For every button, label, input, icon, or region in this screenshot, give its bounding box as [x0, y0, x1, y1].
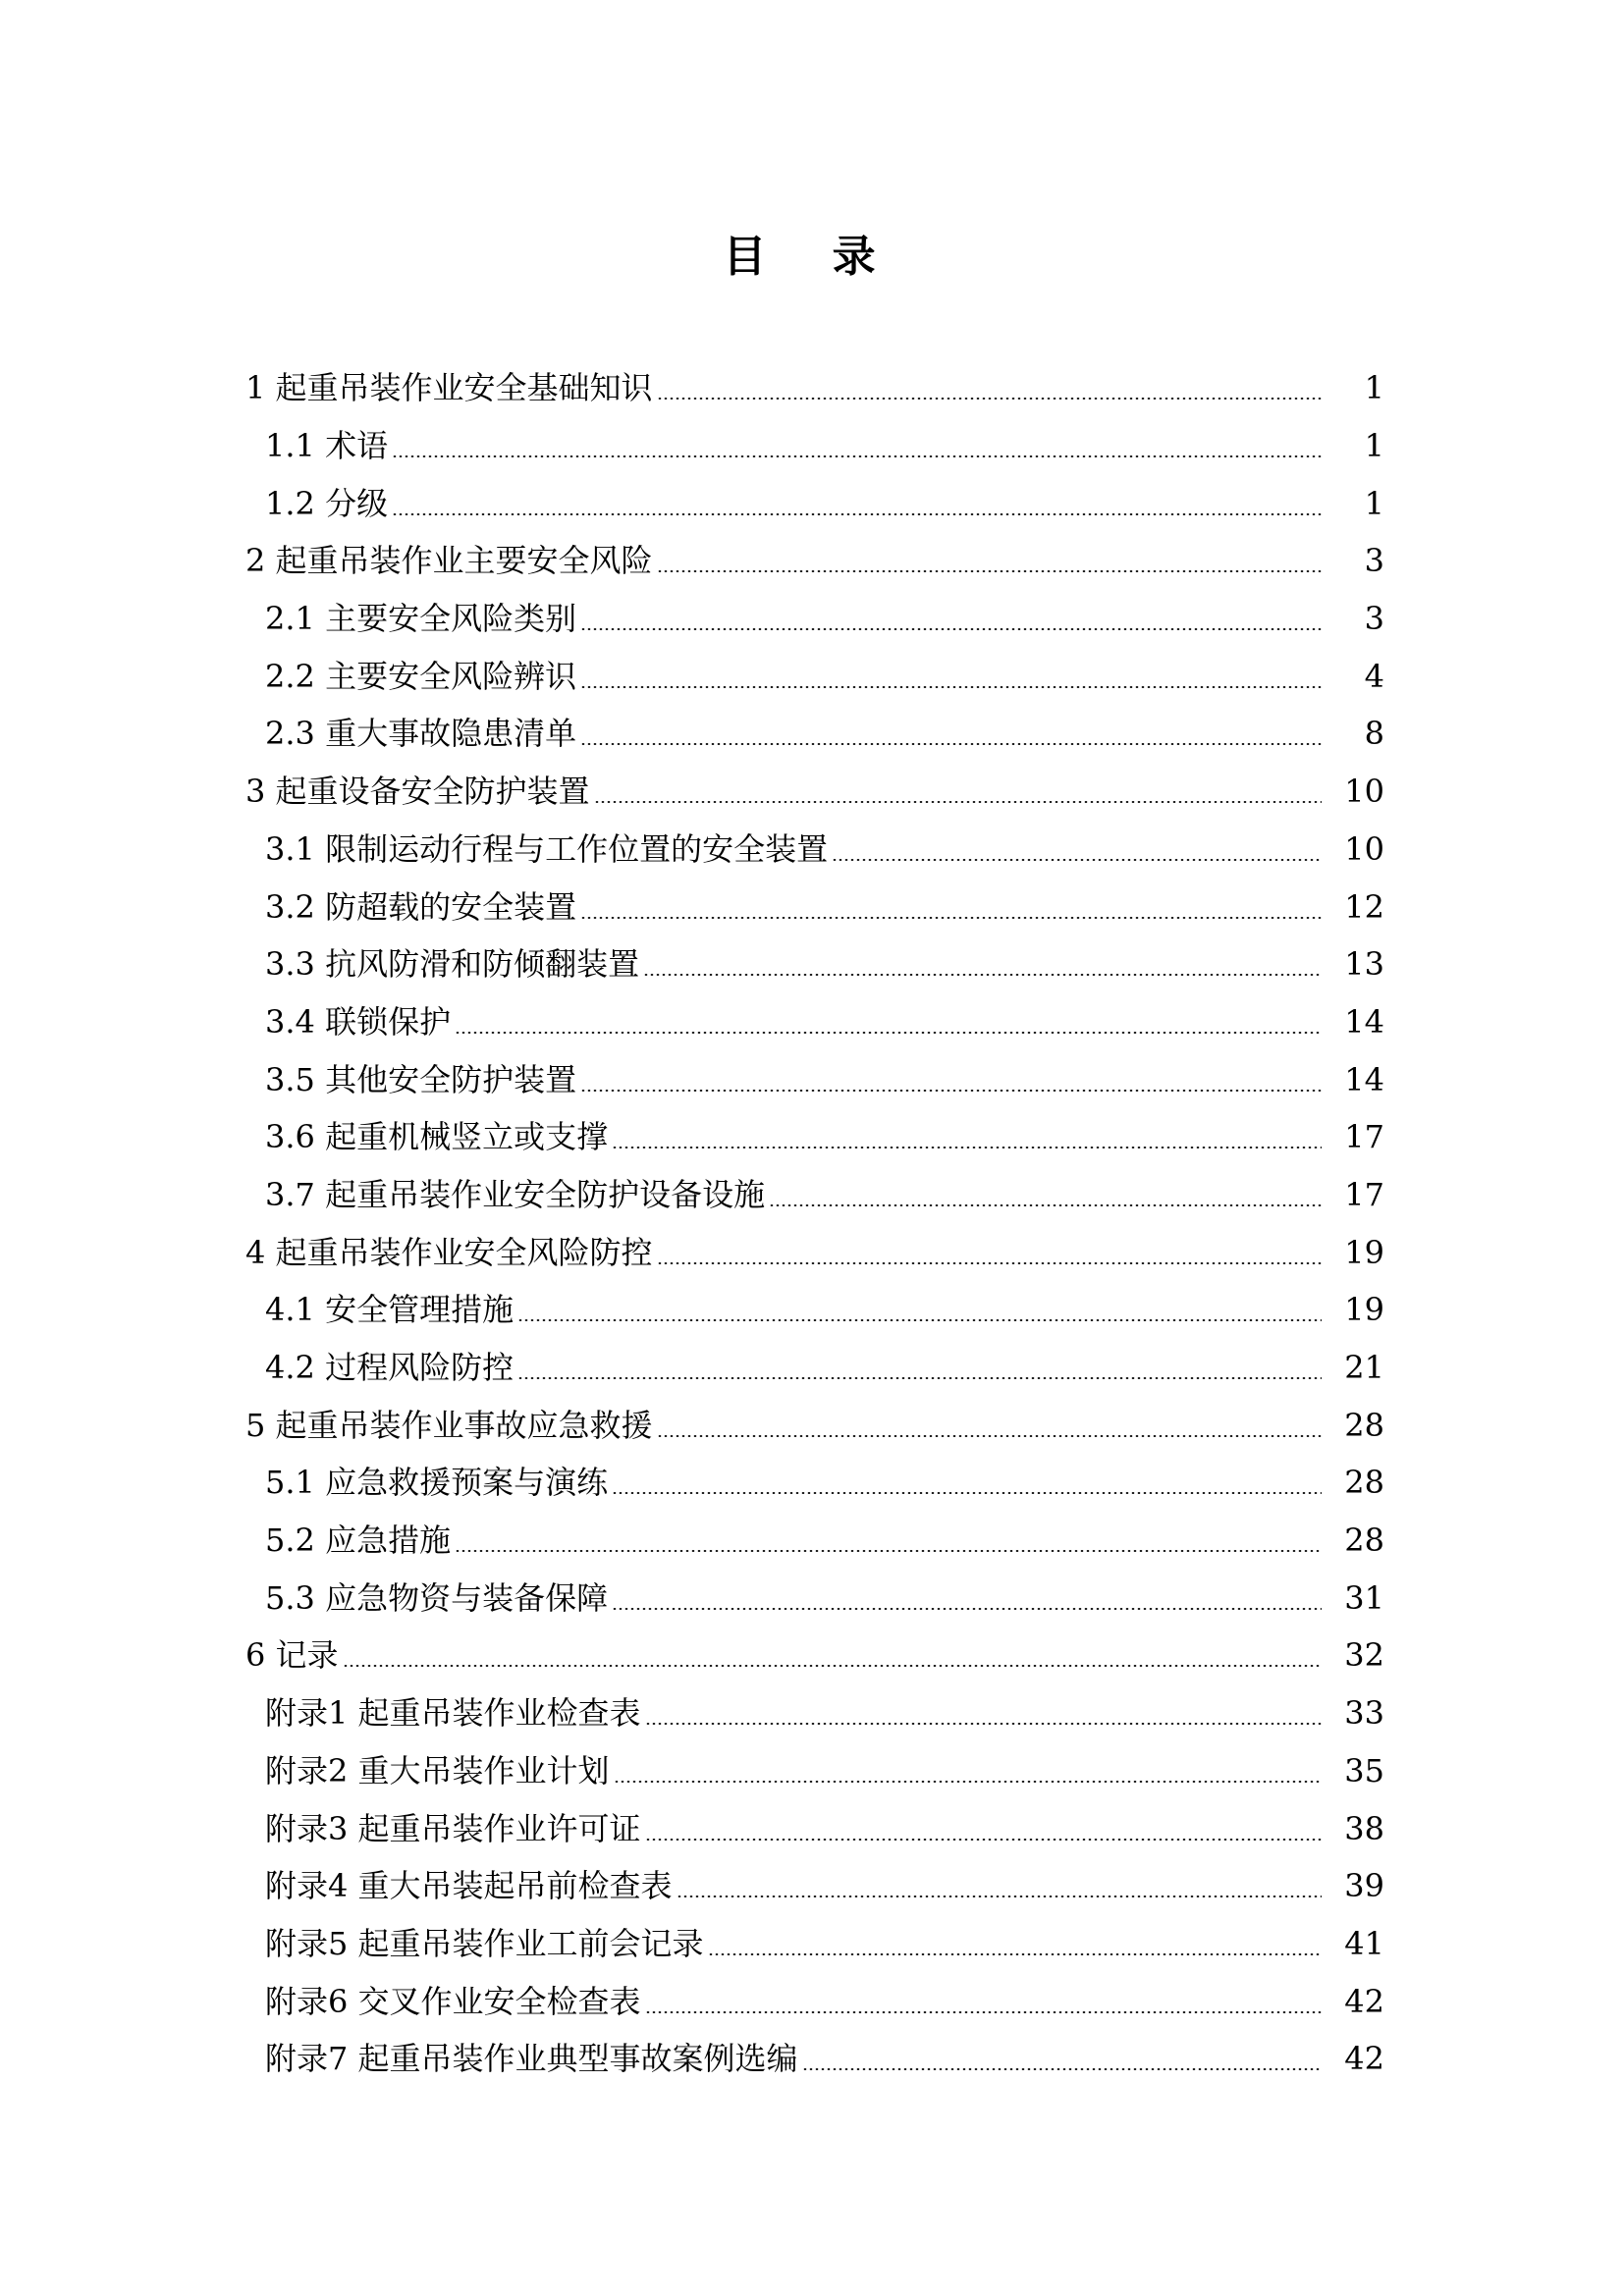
toc-dot-leader — [612, 1147, 1322, 1148]
toc-entry-page-number: 3 — [1322, 599, 1384, 638]
toc-dot-leader — [392, 455, 1322, 457]
toc-entry-page-number: 28 — [1322, 1463, 1384, 1502]
toc-entry[interactable] — [0, 1454, 1624, 1512]
toc-entry-label: 2.3 重大事故隐患清单 — [265, 714, 580, 753]
toc-entry-page-number: 31 — [1322, 1578, 1384, 1618]
toc-entry[interactable] — [0, 647, 1624, 705]
toc-entry-label: 3.6 起重机械竖立或支撑 — [265, 1117, 612, 1156]
toc-entry[interactable] — [0, 1972, 1624, 2030]
toc-entry-page-number: 13 — [1322, 944, 1384, 984]
toc-entry-label: 3.4 联锁保护 — [265, 1002, 455, 1041]
toc-dot-leader — [612, 1608, 1322, 1610]
toc-entry-page-number: 21 — [1322, 1348, 1384, 1387]
toc-entry-page-number: 8 — [1322, 714, 1384, 753]
toc-dot-leader — [643, 974, 1322, 976]
toc-entry-page-number: 1 — [1322, 484, 1384, 523]
toc-entry[interactable] — [0, 2030, 1624, 2088]
toc-entry-label: 4 起重吊装作业安全风险防控 — [245, 1233, 657, 1272]
toc-entry-page-number: 19 — [1322, 1233, 1384, 1272]
toc-dot-leader — [612, 1492, 1322, 1494]
toc-entry-label: 5.1 应急救援预案与演练 — [265, 1463, 612, 1502]
toc-entry-page-number: 3 — [1322, 541, 1384, 580]
toc-entry[interactable] — [0, 1050, 1624, 1108]
toc-entry-label: 2.1 主要安全风险类别 — [265, 599, 580, 638]
toc-entry-page-number: 17 — [1322, 1175, 1384, 1214]
toc-entry[interactable] — [0, 1627, 1624, 1684]
toc-entry-label: 3.7 起重吊装作业安全防护设备设施 — [265, 1175, 769, 1214]
toc-entry-page-number: 17 — [1322, 1117, 1384, 1156]
toc-dot-leader — [708, 1953, 1322, 1955]
toc-dot-leader — [580, 917, 1322, 919]
toc-entry[interactable] — [0, 1339, 1624, 1397]
toc-entry[interactable] — [0, 1223, 1624, 1281]
toc-entry-label: 3 起重设备安全防护装置 — [245, 772, 594, 811]
toc-entry-label: 5.3 应急物资与装备保障 — [265, 1578, 612, 1618]
toc-entry-label: 附录4 重大吊装起吊前检查表 — [265, 1866, 677, 1905]
toc-entry-label: 附录2 重大吊装作业计划 — [265, 1751, 614, 1790]
toc-dot-leader — [580, 743, 1322, 745]
toc-entry-label: 5 起重吊装作业事故应急救援 — [245, 1406, 657, 1445]
toc-entry[interactable] — [0, 1281, 1624, 1339]
toc-entry-label: 6 记录 — [245, 1635, 343, 1675]
toc-entry-page-number: 10 — [1322, 829, 1384, 869]
toc-entry-label: 1.2 分级 — [265, 484, 392, 523]
toc-entry[interactable] — [0, 878, 1624, 935]
toc-entry-label: 4.2 过程风险防控 — [265, 1348, 517, 1387]
toc-dot-leader — [657, 1262, 1322, 1264]
toc-entry-label: 1 起重吊装作业安全基础知识 — [245, 368, 657, 407]
toc-entry[interactable] — [0, 532, 1624, 590]
toc-entry-page-number: 1 — [1322, 426, 1384, 465]
toc-dot-leader — [657, 570, 1322, 572]
toc-entry-page-number: 14 — [1322, 1060, 1384, 1099]
toc-entry-label: 4.1 安全管理措施 — [265, 1290, 517, 1329]
toc-list — [0, 359, 1624, 2088]
toc-dot-leader — [645, 1839, 1322, 1841]
toc-entry-label: 附录3 起重吊装作业许可证 — [265, 1809, 645, 1848]
toc-entry[interactable] — [0, 1108, 1624, 1166]
toc-entry-page-number: 33 — [1322, 1693, 1384, 1733]
toc-dot-leader — [455, 1550, 1322, 1552]
toc-dot-leader — [392, 513, 1322, 515]
toc-entry-label: 附录6 交叉作业安全检查表 — [265, 1982, 645, 2021]
toc-dot-leader — [657, 398, 1322, 400]
toc-entry-page-number: 42 — [1322, 2039, 1384, 2078]
toc-entry-page-number: 28 — [1322, 1521, 1384, 1560]
toc-dot-leader — [769, 1204, 1322, 1206]
toc-entry-label: 5.2 应急措施 — [265, 1521, 455, 1560]
toc-dot-leader — [677, 1896, 1322, 1897]
toc-entry-page-number: 28 — [1322, 1406, 1384, 1445]
toc-entry-label: 3.5 其他安全防护装置 — [265, 1060, 580, 1099]
toc-entry[interactable] — [0, 1396, 1624, 1454]
toc-entry-page-number: 38 — [1322, 1809, 1384, 1848]
toc-entry-page-number: 42 — [1322, 1982, 1384, 2021]
toc-entry[interactable] — [0, 1512, 1624, 1570]
toc-entry-label: 2.2 主要安全风险辨识 — [265, 657, 580, 696]
toc-dot-leader — [614, 1781, 1322, 1783]
toc-entry[interactable] — [0, 1684, 1624, 1742]
toc-dot-leader — [645, 2011, 1322, 2013]
toc-entry-label: 附录5 起重吊装作业工前会记录 — [265, 1924, 708, 1963]
toc-dot-leader — [580, 628, 1322, 630]
toc-entry-label: 2 起重吊装作业主要安全风险 — [245, 541, 657, 580]
toc-dot-leader — [580, 686, 1322, 688]
toc-dot-leader — [455, 1032, 1322, 1034]
toc-dot-leader — [580, 1090, 1322, 1092]
toc-entry[interactable] — [0, 1799, 1624, 1857]
toc-entry-page-number: 35 — [1322, 1751, 1384, 1790]
toc-title: 目 录 — [723, 232, 901, 282]
toc-dot-leader — [645, 1723, 1322, 1725]
toc-entry[interactable] — [0, 1857, 1624, 1915]
toc-entry[interactable] — [0, 1915, 1624, 1973]
toc-entry-label: 3.1 限制运动行程与工作位置的安全装置 — [265, 829, 832, 869]
toc-entry-label: 附录7 起重吊装作业典型事故案例选编 — [265, 2039, 802, 2078]
toc-entry[interactable] — [0, 1569, 1624, 1627]
toc-entry[interactable] — [0, 1742, 1624, 1800]
toc-entry[interactable] — [0, 705, 1624, 763]
toc-entry[interactable] — [0, 763, 1624, 821]
toc-entry[interactable] — [0, 821, 1624, 879]
toc-entry-page-number: 4 — [1322, 657, 1384, 696]
toc-dot-leader — [594, 801, 1322, 803]
toc-entry-page-number: 39 — [1322, 1866, 1384, 1905]
toc-entry[interactable] — [0, 1166, 1624, 1224]
toc-entry-label: 3.3 抗风防滑和防倾翻装置 — [265, 944, 643, 984]
toc-entry-page-number: 12 — [1322, 887, 1384, 927]
toc-entry-page-number: 1 — [1322, 368, 1384, 407]
toc-entry[interactable] — [0, 417, 1624, 475]
toc-entry-page-number: 41 — [1322, 1924, 1384, 1963]
toc-entry-page-number: 32 — [1322, 1635, 1384, 1675]
toc-entry[interactable] — [0, 993, 1624, 1051]
toc-entry-label: 附录1 起重吊装作业检查表 — [265, 1693, 645, 1733]
toc-entry[interactable] — [0, 935, 1624, 993]
toc-entry[interactable] — [0, 359, 1624, 417]
toc-entry-page-number: 14 — [1322, 1002, 1384, 1041]
toc-entry-label: 1.1 术语 — [265, 426, 392, 465]
toc-dot-leader — [832, 859, 1322, 861]
toc-dot-leader — [517, 1377, 1322, 1379]
toc-entry-label: 3.2 防超载的安全装置 — [265, 887, 580, 927]
toc-entry[interactable] — [0, 590, 1624, 648]
toc-entry[interactable] — [0, 474, 1624, 532]
toc-dot-leader — [802, 2068, 1322, 2070]
toc-dot-leader — [343, 1665, 1322, 1667]
toc-dot-leader — [657, 1435, 1322, 1437]
toc-entry-page-number: 19 — [1322, 1290, 1384, 1329]
toc-dot-leader — [517, 1319, 1322, 1321]
toc-entry-page-number: 10 — [1322, 772, 1384, 811]
